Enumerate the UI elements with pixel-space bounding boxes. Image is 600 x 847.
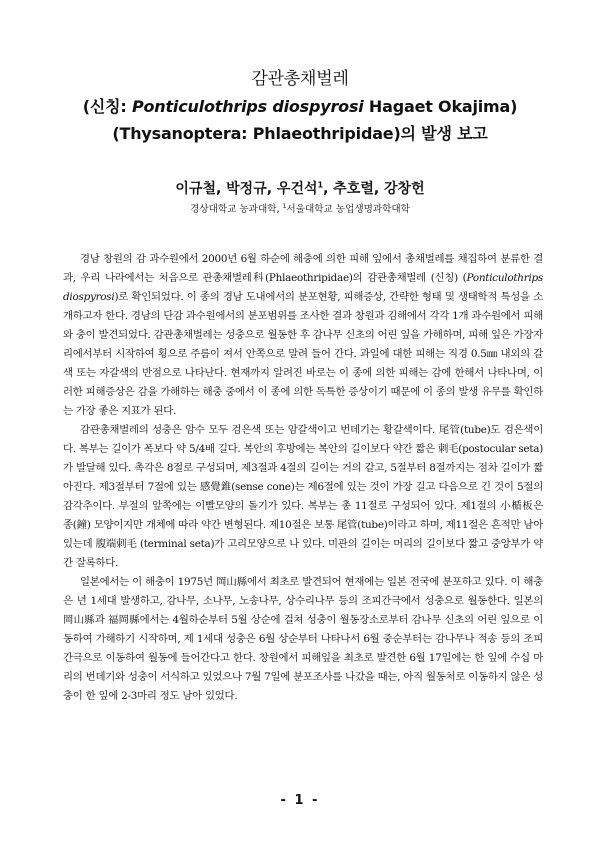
title-author-citation: Hagaet Okajima) — [363, 97, 518, 116]
abstract-body — [63, 250, 543, 706]
title-line-korean: 감관총채벌레 — [251, 69, 349, 89]
title-species-name: Ponticulothrips diospyrosi — [131, 97, 364, 116]
affiliations — [0, 201, 600, 215]
paragraph-1 — [63, 250, 543, 421]
author-names-tail: , 추호렬, 강창헌 — [323, 181, 425, 197]
paragraph-2: 감관총채벌레의 성충은 암수 모두 검은색 또는 암갈색이고 번데기는 황갈색이다. 尾管(tube)도 검은색이다. 복부는 길이가 폭보다 약 5/4배 길다. 복안의 후방에는 복안의 길이보다 약간 짧은 刺毛(postocular seta)가 발달해 있다. 촉각은 8절로 구성되며, 제3절과 4절의 길이는 거의 같고, 5절부터 8절까지는 점차 길이가 짧아진다. 제3절부터 7절에 있는 感覺錐(sense cone)는 제6절에 있는 것이 가장 길고 다음으로 긴 것이 5절의 감각추이다. 부절의 앞쪽에는 이빨모양의 돌기가 있다. 복부는 총 11절로 구성되어 있다. 제1절의 小楯板은 종(鐘) 모양이지만 개체에 따라 약간 변형된다. 제10절은 보통 尾管(tube)이라고 하며, 제11절은 흔적만 남아있는데 腹端刺毛 (terminal seta)가 고리모양으로 나 있다. 미관의 길이는 머리의 길이보다 짧고 중앙부가 약간 잘록하다. — [63, 424, 543, 569]
author-names: 이규철, 박정규, 우건석 — [175, 181, 318, 197]
page-number: - 1 - — [280, 793, 320, 808]
title-line-scientific-name — [0, 93, 600, 120]
affiliation-second: 서울대학교 농업생명과학대학 — [286, 204, 410, 215]
paragraph-1-species-name: Ponticulothrips diospyrosi — [63, 272, 543, 303]
title-prefix: (신칭: — [82, 97, 132, 116]
title-line-classification: (Thysanoptera: Phlaeothripidae)의 발생 보고 — [112, 124, 488, 143]
affiliation-mark: 1 — [282, 202, 287, 210]
paragraph-3: 일본에서는 이 해충이 1975년 岡山縣에서 최초로 발견되어 현재에는 일본 전국에 분포하고 있다. 이 해충은 년 1세대 발생하고, 감나무, 소나무, 노송나무, 상수리나무 등의 조피간극에서 성충으로 월동한다. 일본의 岡山縣과 福岡縣에서는 4월하순부터 5월 상순에 걸쳐 성충이 월동장소로부터 감나무 신초의 어린 잎으로 이동하여 가해하기 시작하며, 제 1세대 성충은 6월 상순부터 나타나서 6월 중순부터는 감나무나 적송 등의 조피간극으로 이동하여 월동에 들어간다고 한다. 창원에서 피해잎을 최초로 발견한 6월 17일에는 한 잎에 수십 마리의 번데기와 성충이 서식하고 있었으나 7월 7일에 분포조사를 나갔을 때는, 아직 월동처로 이동하지 않은 성충이 한 잎에 2-3마리 정도 남아 있었다. — [63, 576, 543, 702]
author-affiliation-mark: 1 — [317, 180, 324, 190]
author-list — [0, 178, 600, 198]
affiliation-first: 경상대학교 농과대학, — [190, 204, 283, 215]
paragraph-1-text-a: 경남 창원의 감 과수원에서 2000년 6월 하순에 해충에 의한 피해 잎에서 총채벌레를 채집하여 분류한 결과, 우리 나라에서는 처음으로 관총채벌레科(Phlaeothripidae)의 감관총채벌레 (신칭) ( — [63, 253, 543, 284]
paper-title — [0, 66, 600, 147]
paragraph-1-text-b: )로 확인되었다. 이 종의 경남 도내에서의 분포현황, 피해증상, 간략한 형태 및 생태학적 특성을 소개하고자 한다. 경남의 단감 과수원에서의 분포범위를 조사한 결과 창원과 김해에서 각각 1개 과수원에서 피해와 충이 발견되었다. 감관총채벌레는 성충으로 월동한 후 감나무 신초의 어린 잎을 가해하며, 피해 잎은 가장자리에서부터 시작하여 횡으로 주름이 져서 안쪽으로 말려 들어 간다. 과일에 대한 피해는 직경 0.5㎜ 내외의 갈색 또는 자갈색의 반점으로 나타난다. 현재까지 알려진 바로는 이 종에 의한 피해는 감에 한해서 나타나며, 이러한 피해증상은 감을 가해하는 해충 중에서 이 종에 의한 독특한 증상이기 때문에 이 종의 발생 유무를 확인하는 가장 좋은 지표가 된다. — [63, 291, 543, 417]
